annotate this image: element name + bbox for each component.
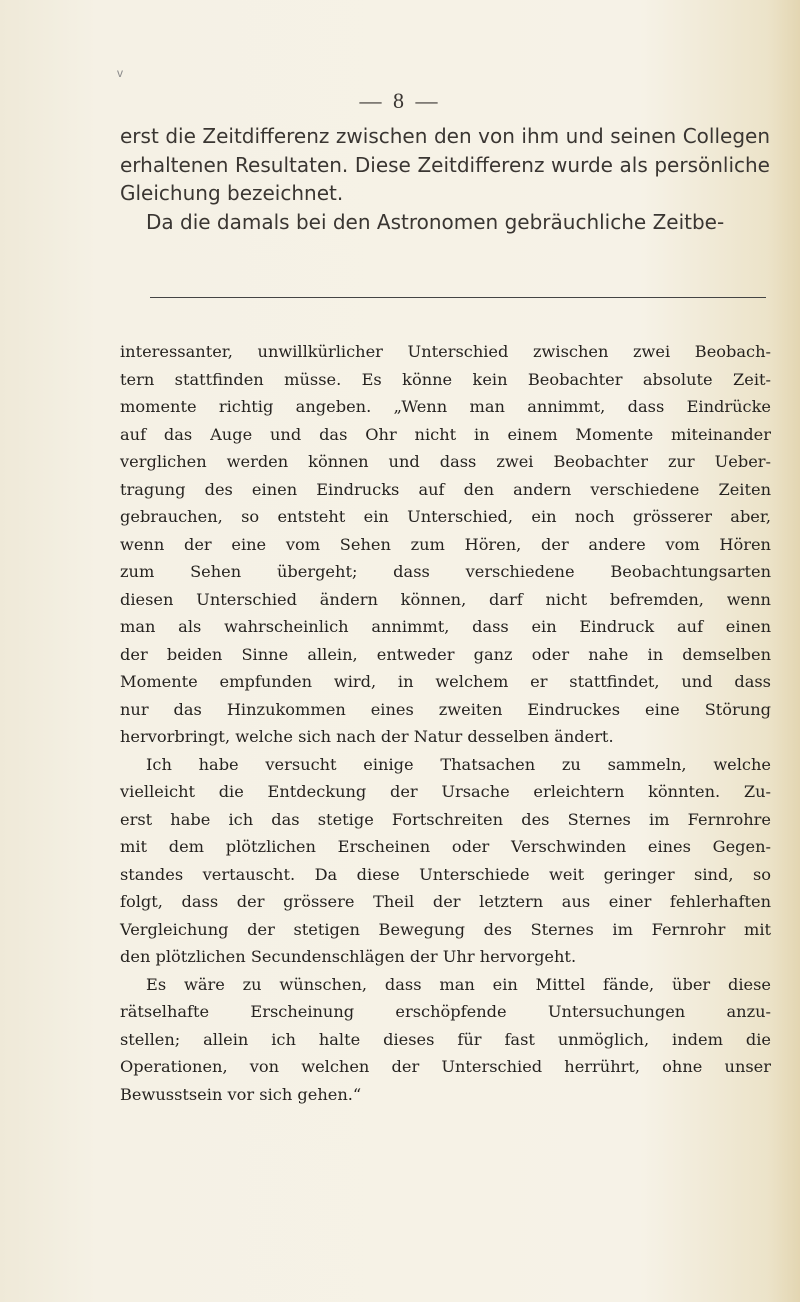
- main-text-line: erhaltenen Resultaten. Diese Zeitdifferenz wurde als persönliche: [120, 152, 770, 177]
- footnote-line: Bewusstsein vor sich gehen.“: [120, 1084, 362, 1104]
- footnote-line: Momente empfunden wird, in welchem er stattfindet, und dass: [120, 672, 771, 691]
- pencil-mark: v: [117, 66, 123, 80]
- footnote-line: tragung des einen Eindrucks auf den andern verschiedene Zeiten: [120, 479, 771, 499]
- footnote-line: mit dem plötzlichen Erscheinen oder Verschwinden eines Gegen-: [120, 837, 771, 856]
- footnote-line: momente richtig angeben. „Wenn man annimmt, dass Eindrücke: [120, 397, 771, 416]
- footnote-line: stellen; allein ich halte dieses für fast unmöglich, indem die: [120, 1029, 771, 1049]
- main-text-line: erst die Zeitdifferenz zwischen den von ihm und seinen Collegen: [120, 124, 770, 148]
- footnote-line: auf das Auge und das Ohr nicht in einem Momente miteinander: [120, 424, 771, 444]
- footnote-line: der beiden Sinne allein, entweder ganz oder nahe in demselben: [120, 644, 771, 664]
- footnote-line: hervorbringt, welche sich nach der Natur desselben ändert.: [120, 727, 614, 746]
- footnote-line: rätselhafte Erscheinung erschöpfende Untersuchungen anzu-: [120, 1002, 771, 1021]
- footnote-line: Ich habe versucht einige Thatsachen zu sammeln, welche: [146, 754, 771, 774]
- footnote-line: nur das Hinzukommen eines zweiten Eindruckes eine Störung: [120, 699, 771, 719]
- footnote-line: Operationen, von welchen der Unterschied herrührt, ohne unser: [120, 1057, 771, 1076]
- footnote-line: standes vertauscht. Da diese Unterschiede weit geringer sind, so: [120, 864, 771, 884]
- main-text-line: Da die damals bei den Astronomen gebräuchliche Zeitbe-: [146, 209, 725, 234]
- footnote-line: man als wahrscheinlich annimmt, dass ein Eindruck auf einen: [120, 617, 771, 636]
- footnote-line: interessanter, unwillkürlicher Unterschied zwischen zwei Beobach-: [120, 342, 771, 361]
- footnote-line: zum Sehen übergeht; dass verschiedene Beobachtungsarten: [120, 562, 771, 581]
- footnote-line: gebrauchen, so entsteht ein Unterschied, ein noch grösserer aber,: [120, 507, 771, 526]
- footnote-divider: [150, 297, 766, 298]
- footnote-line: wenn der eine vom Sehen zum Hören, der andere vom Hören: [120, 534, 771, 554]
- page-number: — 8 —: [359, 88, 441, 113]
- footnote-line: vielleicht die Entdeckung der Ursache erleichtern könnten. Zu-: [120, 782, 771, 801]
- footnote-line: tern stattfinden müsse. Es könne kein Beobachter absolute Zeit-: [120, 369, 771, 389]
- main-text-line: Gleichung bezeichnet.: [120, 181, 344, 205]
- footnote-line: folgt, dass der grössere Theil der letztern aus einer fehlerhaften: [120, 892, 771, 911]
- footnote-line: diesen Unterschied ändern können, darf nicht befremden, wenn: [120, 589, 771, 609]
- footnote-line: den plötzlichen Secundenschlägen der Uhr hervorgeht.: [120, 947, 577, 966]
- footnote-line: erst habe ich das stetige Fortschreiten des Sternes im Fernrohre: [120, 809, 771, 829]
- footnote-text: [120, 338, 771, 1108]
- footnote-line: Vergleichung der stetigen Bewegung des Sternes im Fernrohr mit: [120, 919, 771, 939]
- footnote-line: Es wäre zu wünschen, dass man ein Mittel fände, über diese: [146, 974, 771, 994]
- main-text: [120, 122, 770, 236]
- footnote-line: verglichen werden können und dass zwei Beobachter zur Ueber-: [120, 452, 771, 471]
